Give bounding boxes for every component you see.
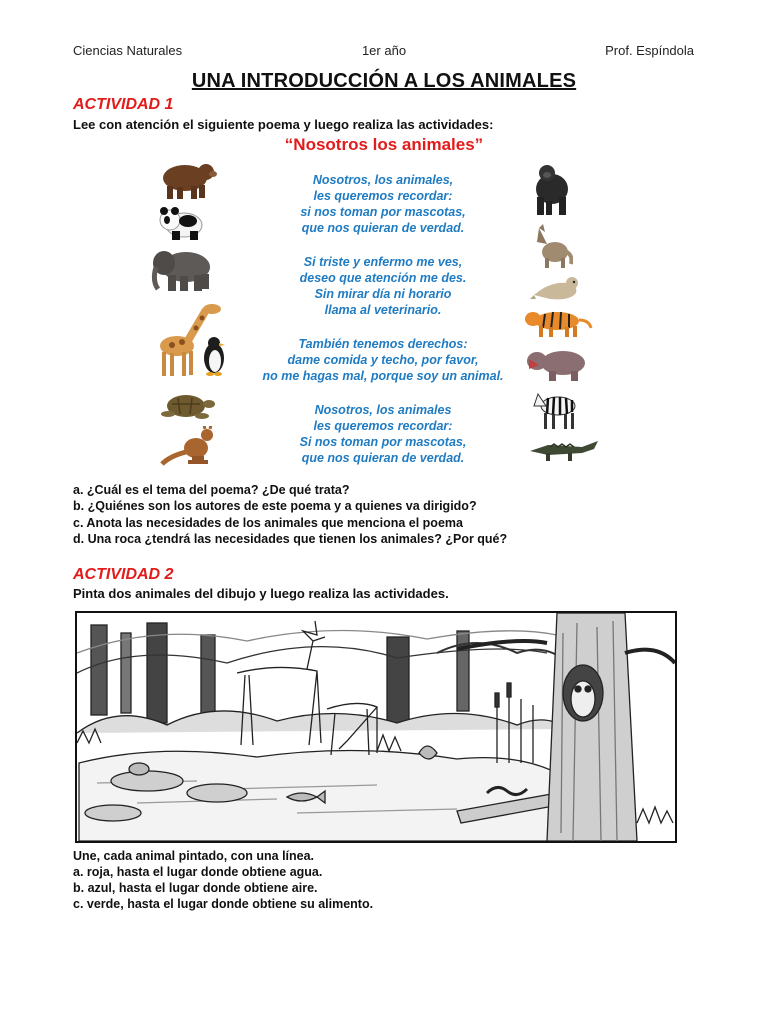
question-b: b. ¿Quiénes son los autores de este poema y a quienes va dirigido? [73, 499, 477, 513]
poem-line: si nos toman por mascotas, [300, 205, 466, 219]
hippo-icon [527, 345, 589, 383]
poem-line: Nosotros, los animales, [312, 173, 454, 187]
header-teacher: Prof. Espíndola [605, 43, 694, 58]
activity2-heading: ACTIVIDAD 2 [73, 566, 174, 583]
forest-scene [77, 613, 675, 841]
header-subject: Ciencias Naturales [73, 43, 183, 58]
header-grade: 1er año [361, 43, 407, 58]
poem-line: les queremos recordar: [313, 419, 453, 433]
tiger-icon [523, 306, 593, 338]
followup-c: c. verde, hasta el lugar donde obtiene su alimento. [73, 897, 374, 911]
panda-icon [158, 205, 206, 241]
followup-b: b. azul, hasta el lugar donde obtiene aire. [73, 881, 318, 895]
poem-stanza-4 [230, 402, 536, 466]
page-title: UNA INTRODUCCIÓN A LOS ANIMALES [191, 70, 577, 92]
elephant-icon [150, 245, 214, 293]
poem-line: También tenemos derechos: [298, 337, 468, 351]
forest-pond-illustration [75, 611, 677, 843]
wolf-icon [531, 222, 573, 268]
poem-title: “Nosotros los animales” [284, 135, 484, 154]
kangaroo-icon [160, 426, 218, 466]
poem-line: Nosotros, los animales [314, 403, 452, 417]
crocodile-icon [528, 435, 600, 465]
poem-line: llama al veterinario. [324, 303, 442, 317]
followup-a: a. roja, hasta el lugar donde obtiene agua. [73, 865, 323, 879]
poem-stanza-3 [230, 336, 536, 384]
poem-line: deseo que atención me des. [299, 271, 467, 285]
activity2-instruction: Pinta dos animales del dibujo y luego realiza las actividades. [73, 586, 449, 601]
turtle-icon [158, 390, 216, 422]
poem-stanza-2 [230, 254, 536, 318]
bear-icon [155, 158, 217, 200]
activity1-heading: ACTIVIDAD 1 [73, 96, 174, 113]
followup-instruction: Une, cada animal pintado, con una línea. [73, 849, 315, 863]
poem-line: no me hagas mal, porque soy un animal. [262, 369, 504, 383]
poem-stanza-1 [230, 172, 536, 236]
gorilla-icon [531, 163, 573, 217]
poem-line: que nos quieran de verdad. [301, 221, 465, 235]
activity1-instruction: Lee con atención el siguiente poema y luego realiza las actividades: [73, 117, 494, 132]
seal-icon [530, 273, 582, 303]
poem-line: que nos quieran de verdad. [301, 451, 465, 465]
poem-line: dame comida y techo, por favor, [287, 353, 479, 367]
poem-line: Si triste y enfermo me ves, [303, 255, 463, 269]
poem-line: les queremos recordar: [313, 189, 453, 203]
question-a: a. ¿Cuál es el tema del poema? ¿De qué trata? [73, 483, 350, 497]
penguin-icon [201, 336, 227, 376]
zebra-icon [530, 388, 586, 430]
poem-line: Si nos toman por mascotas, [299, 435, 467, 449]
question-d: d. Una roca ¿tendrá las necesidades que tienen los animales? ¿Por qué? [73, 532, 508, 546]
question-c: c. Anota las necesidades de los animales que menciona el poema [73, 516, 463, 530]
poem-line: Sin mirar día ni horario [314, 287, 452, 301]
